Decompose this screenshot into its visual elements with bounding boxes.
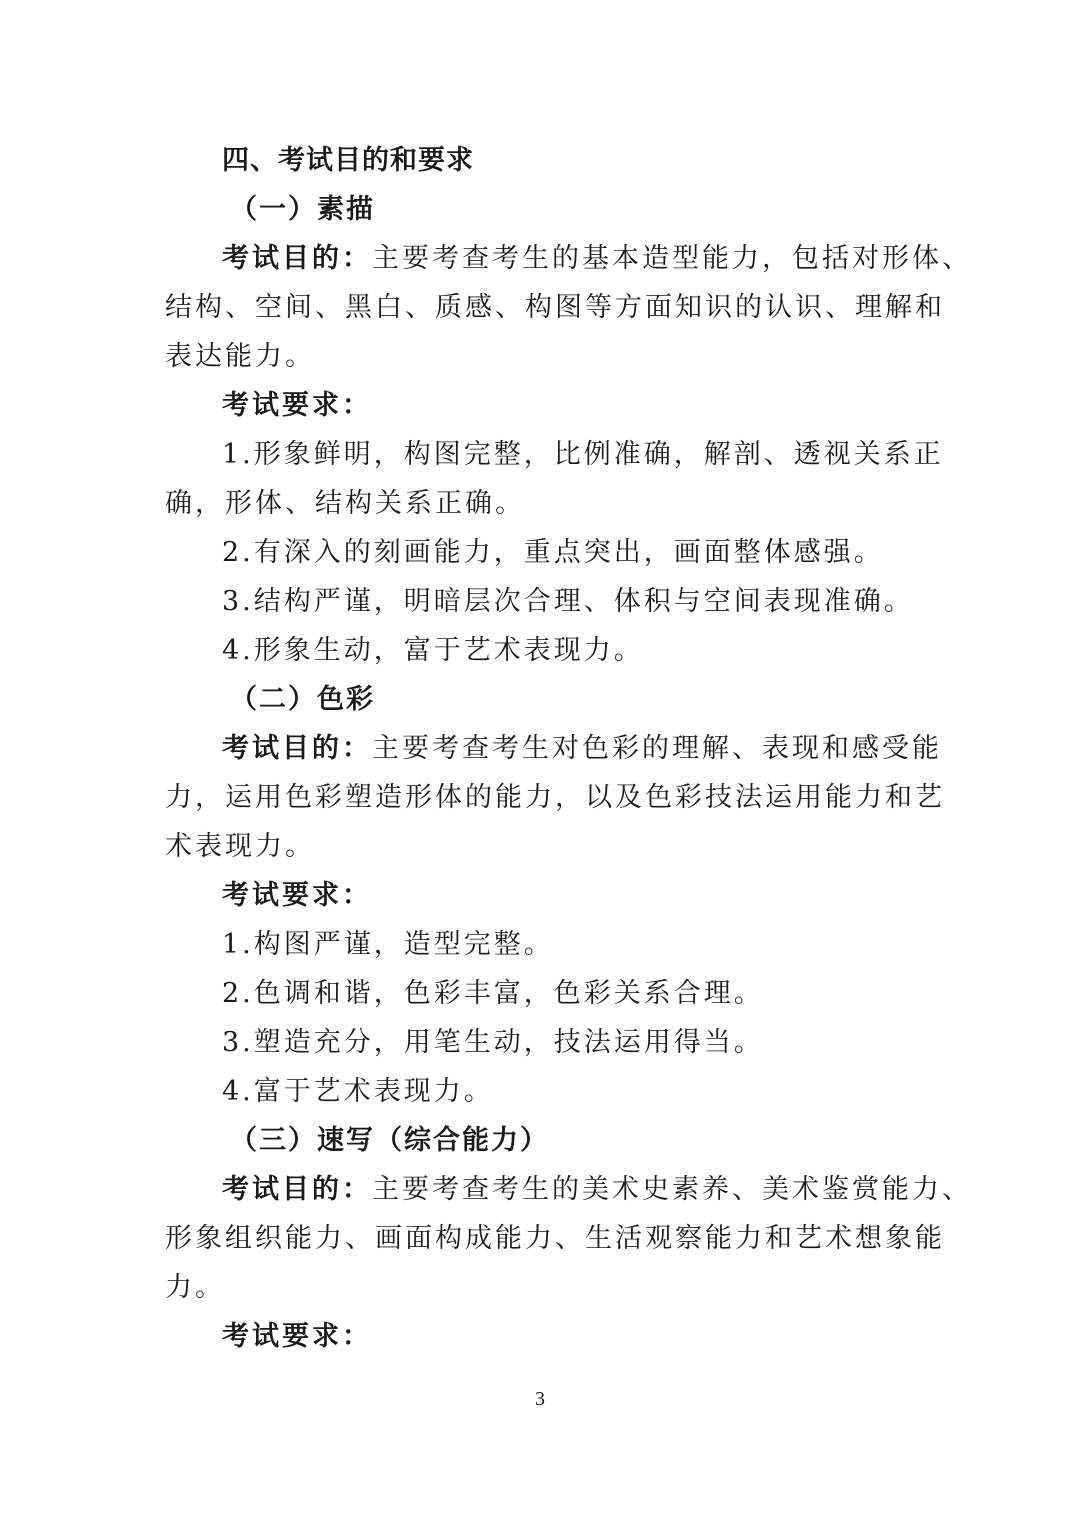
purpose-text: 主要考查考生对色彩的理解、表现和感受能 (372, 733, 942, 764)
sumiao-req-1-line-2: 确，形体、结构关系正确。 (165, 488, 525, 519)
suxie-requirements-label: 考试要求： (222, 1321, 372, 1352)
purpose-text: 主要考查考生的美术史素养、美术鉴赏能力、 (372, 1174, 972, 1205)
secai-req-3: 3.塑造充分，用笔生动，技法运用得当。 (222, 1027, 764, 1058)
suxie-purpose-line-1 (222, 1165, 972, 1214)
sumiao-req-1-line-1: 1.形象鲜明，构图完整，比例准确，解剖、透视关系正 (222, 439, 944, 470)
sumiao-purpose-line-3: 表达能力。 (165, 341, 315, 372)
section-title: 四、考试目的和要求 (222, 145, 474, 176)
purpose-text: 主要考查考生的基本造型能力，包括对形体、 (372, 243, 972, 274)
sumiao-req-2: 2.有深入的刻画能力，重点突出，画面整体感强。 (222, 537, 884, 568)
page-number: 3 (535, 1388, 545, 1410)
sumiao-req-4: 4.形象生动，富于艺术表现力。 (222, 635, 644, 666)
secai-purpose-line-2: 力，运用色彩塑造形体的能力，以及色彩技法运用能力和艺 (165, 782, 945, 813)
secai-req-4: 4.富于艺术表现力。 (222, 1076, 494, 1107)
sumiao-req-3: 3.结构严谨，明暗层次合理、体积与空间表现准确。 (222, 586, 914, 617)
subsection-heading-secai: （二）色彩 (230, 684, 375, 715)
secai-req-1: 1.构图严谨，造型完整。 (222, 929, 554, 960)
suxie-purpose-line-3: 力。 (165, 1272, 225, 1303)
subsection-heading-sumiao: （一）素描 (230, 194, 375, 225)
purpose-label: 考试目的： (222, 733, 372, 764)
secai-requirements-label: 考试要求： (222, 880, 372, 911)
sumiao-purpose-line-1 (222, 234, 972, 283)
secai-purpose-line-1 (222, 724, 942, 773)
purpose-label: 考试目的： (222, 1174, 372, 1205)
secai-req-2: 2.色调和谐，色彩丰富，色彩关系合理。 (222, 978, 764, 1009)
sumiao-requirements-label: 考试要求： (222, 390, 372, 421)
subsection-heading-suxie: （三）速写（综合能力） (230, 1125, 549, 1156)
purpose-label: 考试目的： (222, 243, 372, 274)
secai-purpose-line-3: 术表现力。 (165, 831, 315, 862)
suxie-purpose-line-2: 形象组织能力、画面构成能力、生活观察能力和艺术想象能 (165, 1223, 945, 1254)
sumiao-purpose-line-2: 结构、空间、黑白、质感、构图等方面知识的认识、理解和 (165, 292, 945, 323)
